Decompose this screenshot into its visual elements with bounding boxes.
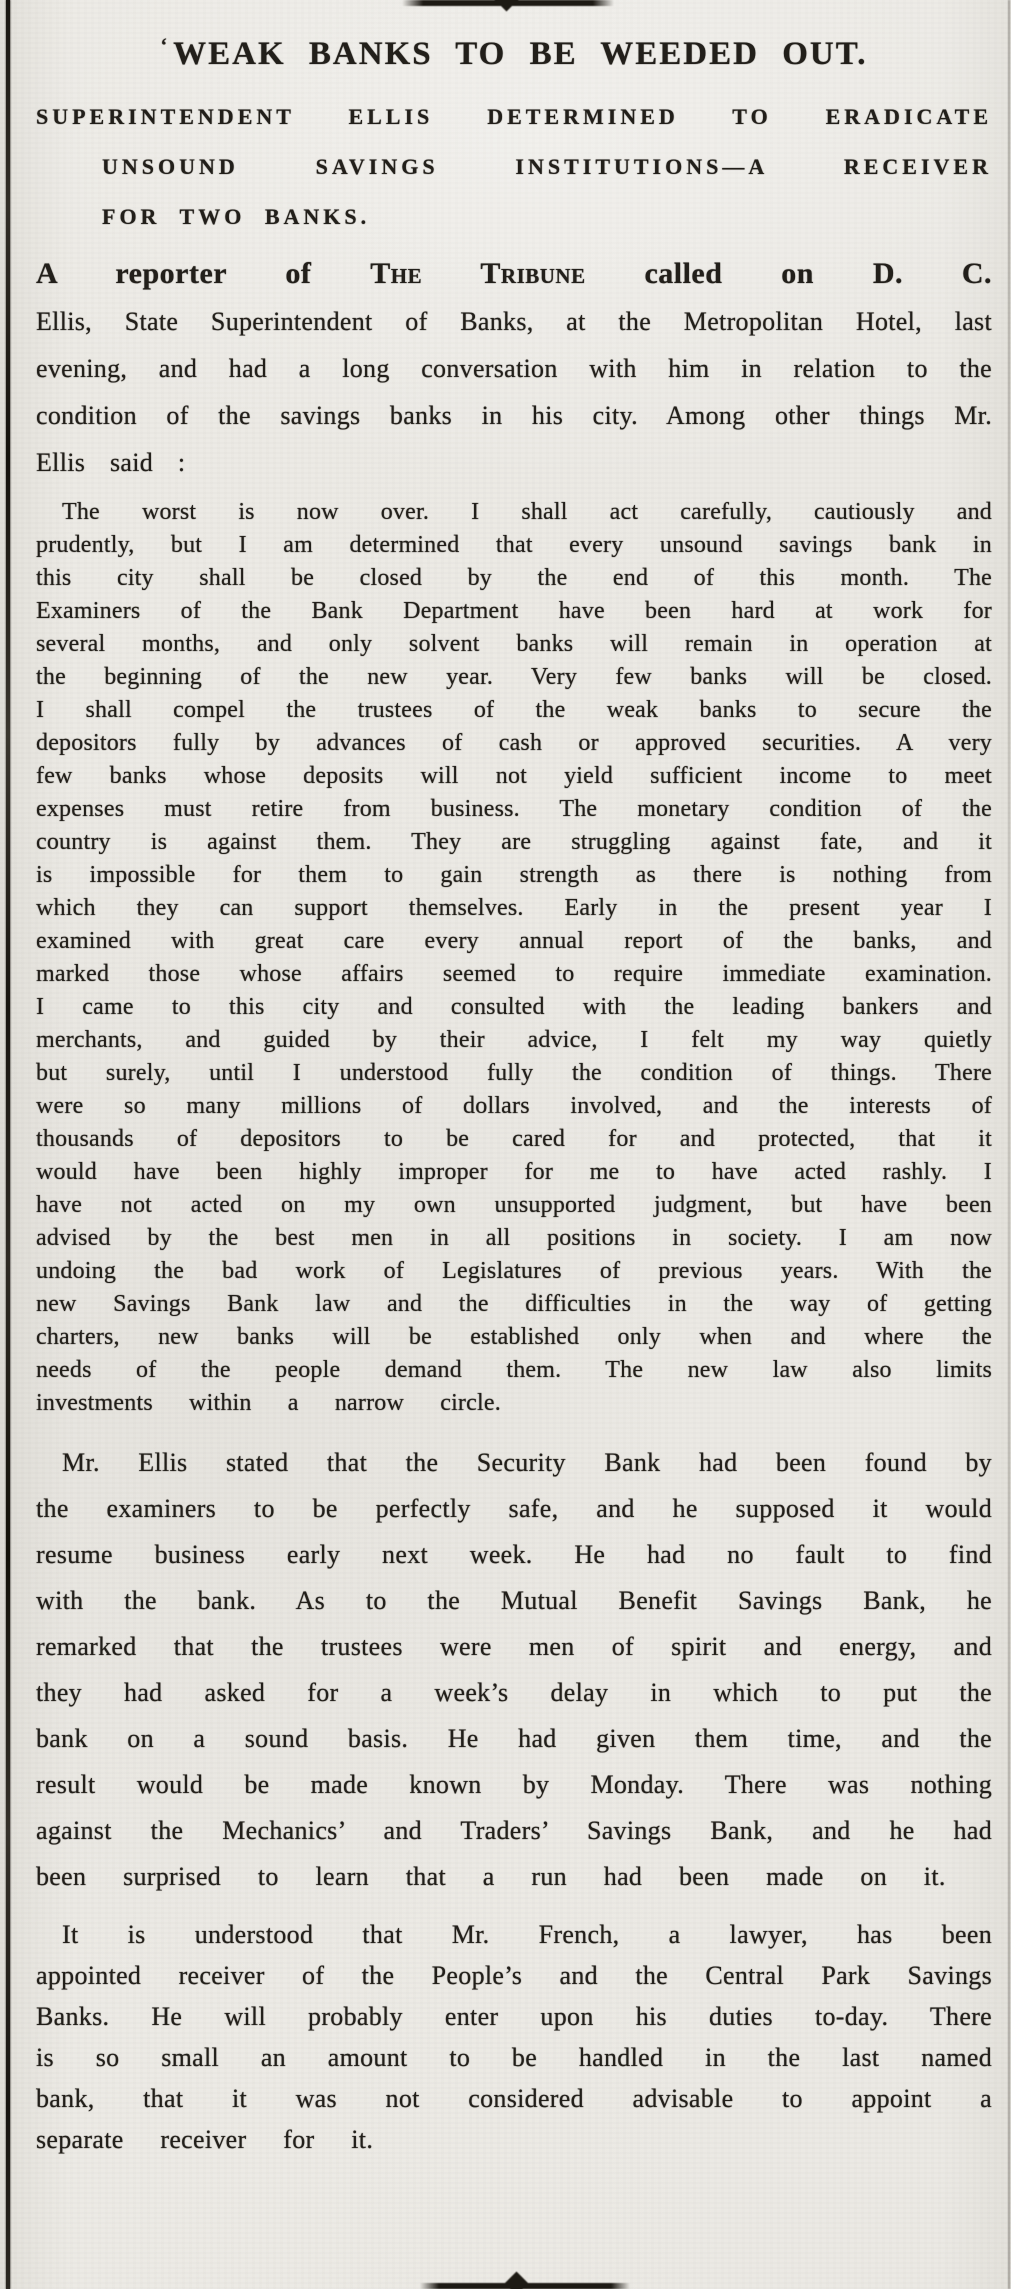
lead-opening-line [36, 250, 992, 298]
column-rule-right [1008, 0, 1010, 2289]
security-bank-paragraph: Mr. Ellis stated that the Security Bank had been found by the examiners to be perfectly safe, and he supposed it would resume business early next week. He had no fault to find with the bank. As to the Mutual Benefit Savings Bank, he remarked that the trustees were men of spirit and energy, and they had asked for a week’s delay in which to put the bank on a sound basis. He had given them time, and the result would be made known by Monday. There was nothing against the Mechanics’ and Traders’ Savings Bank, and he had been surprised to learn that a run had been made on it. [36, 1448, 992, 1891]
receiver-appointment-paragraph: It is understood that Mr. French, a lawyer, has been appointed receiver of the People’s and the Central Park Savings Banks. He will probably enter upon his duties to-day. There is so small an amount to be handled in the last named bank, that it was not considered advisable to appoint a separate receiver for it. [36, 1920, 992, 2154]
article-column [36, 12, 992, 2160]
subheadline-line-3: FOR TWO BANKS. [102, 204, 371, 229]
lead-paragraph: Ellis, State Superintendent of Banks, at the Metropolitan Hotel, last evening, and had a long conversation with him in relation to the condition of the savings banks in his city. Among other things Mr. Ellis said : [36, 307, 992, 477]
lead-opening-text: A reporter of [36, 257, 371, 290]
lead-opening-end: called on D. C. [585, 257, 992, 290]
ellis-quote-paragraph: The worst is now over. I shall act carefully, cautiously and prudently, but I am determined that every unsound savings bank in this city shall be closed by the end of this month. The Examiners of the Bank Department have been hard at work for several months, and only solvent banks will remain in operation at the beginning of the new year. Very few banks will be closed. I shall compel the trustees of the weak banks to secure the depositors fully by advances of cash or approved securities. A very few banks whose deposits will not yield sufficient income to meet expenses must retire from business. The monetary condition of the country is against them. They are struggling against fate, and it is impossible for them to gain strength as there is nothing from which they can support themselves. Early in the present year I examined with great care every annual report of the banks, and marked those whose affairs seemed to require immediate examination. I came to this city and consulted with the leading bankers and merchants, and guided by their advice, I felt my way quietly but surely, until I understood fully the condition of things. There were so many millions of dollars involved, and the interests of thousands of depositors to be cared for and protected, that it would have been highly improper for me to have acted rashly. I have not acted on my own unsupported judgment, but have been advised by the best men in all positions in society. I am now undoing the bad work of Legislatures of previous years. With the new Savings Bank law and the difficulties in the way of getting charters, new banks will be established only when and where the needs of the people demand them. The new law also limits investments within a narrow circle. [36, 499, 992, 1416]
section-divider-bottom [420, 2283, 630, 2289]
article-subheadline [36, 92, 992, 242]
divider-diamond-icon [504, 2271, 528, 2289]
subheadline-line-2: UNSOUND SAVINGS INSTITUTIONS—A RECEIVER [102, 154, 992, 179]
section-divider-top [402, 0, 614, 6]
divider-diamond-icon [494, 0, 518, 12]
column-rule-left [6, 0, 10, 2289]
article-headline [36, 22, 992, 78]
subheadline-line-1: SUPERINTENDENT ELLIS DETERMINED TO ERADICATE [36, 104, 992, 129]
print-artifact-tick: ‘ [160, 35, 168, 57]
headline-text: WEAK BANKS TO BE WEEDED OUT. [173, 36, 868, 72]
publication-name: The Tribune [370, 257, 586, 290]
